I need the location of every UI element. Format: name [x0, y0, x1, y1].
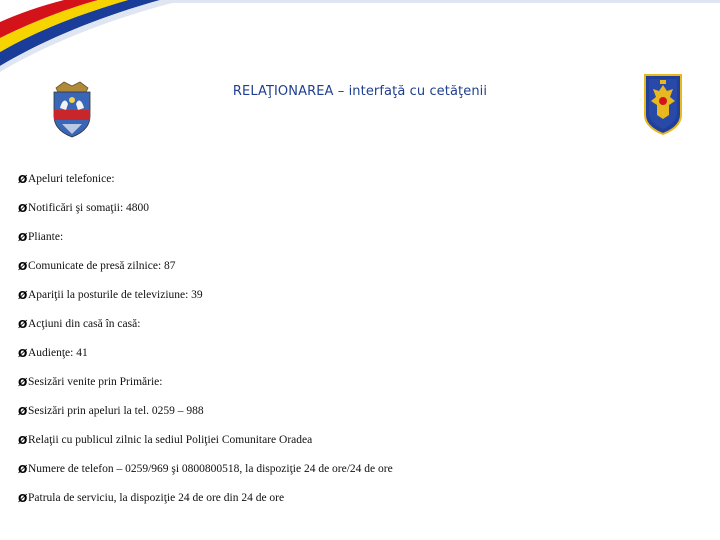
list-item-text: Comunicate de presă zilnice: 87	[28, 260, 176, 272]
arrow-bullet-icon: Ø	[18, 318, 28, 331]
list-item	[18, 433, 708, 448]
police-crest-logo	[641, 71, 685, 135]
list-item-text: Sesizări prin apeluri la tel. 0259 – 988	[28, 405, 204, 417]
arrow-bullet-icon: Ø	[18, 260, 28, 273]
list-item-text: Sesizări venite prin Primărie:	[28, 376, 163, 388]
list-item	[18, 491, 708, 506]
list-item	[18, 404, 708, 419]
oradea-city-crest-logo	[50, 80, 94, 138]
list-item-text: Audienţe: 41	[28, 347, 88, 359]
list-item	[18, 172, 708, 187]
list-item-text: Acţiuni din casă în casă:	[28, 318, 141, 330]
arrow-bullet-icon: Ø	[18, 405, 28, 418]
arrow-bullet-icon: Ø	[18, 231, 28, 244]
list-item-text: Apeluri telefonice:	[28, 173, 115, 185]
page-title: RELAŢIONAREA – interfaţă cu cetăţenii	[232, 84, 488, 99]
arrow-bullet-icon: Ø	[18, 202, 28, 215]
arrow-bullet-icon: Ø	[18, 434, 28, 447]
list-item-text: Pliante:	[28, 231, 64, 243]
arrow-bullet-icon: Ø	[18, 347, 28, 360]
arrow-bullet-icon: Ø	[18, 463, 28, 476]
list-item-text: Patrula de serviciu, la dispoziţie 24 de ore din 24 de ore	[28, 492, 285, 504]
list-item	[18, 375, 708, 390]
list-item	[18, 462, 708, 477]
bullet-list	[18, 172, 708, 506]
list-item-text: Relaţii cu publicul zilnic la sediul Poliţiei Comunitare Oradea	[28, 434, 313, 446]
arrow-bullet-icon: Ø	[18, 289, 28, 302]
list-item	[18, 317, 708, 332]
list-item	[18, 201, 708, 216]
list-item	[18, 230, 708, 245]
list-item-text: Apariţii la posturile de televiziune: 39	[28, 289, 203, 301]
list-item	[18, 259, 708, 274]
list-item	[18, 288, 708, 303]
list-item	[18, 346, 708, 361]
tricolor-flag-swoosh	[0, 0, 720, 80]
arrow-bullet-icon: Ø	[18, 173, 28, 186]
list-item-text: Numere de telefon – 0259/969 şi 0800800518, la dispoziţie 24 de ore/24 de ore	[28, 463, 393, 475]
arrow-bullet-icon: Ø	[18, 376, 28, 389]
arrow-bullet-icon: Ø	[18, 492, 28, 505]
list-item-text: Notificări şi somaţii: 4800	[28, 202, 150, 214]
